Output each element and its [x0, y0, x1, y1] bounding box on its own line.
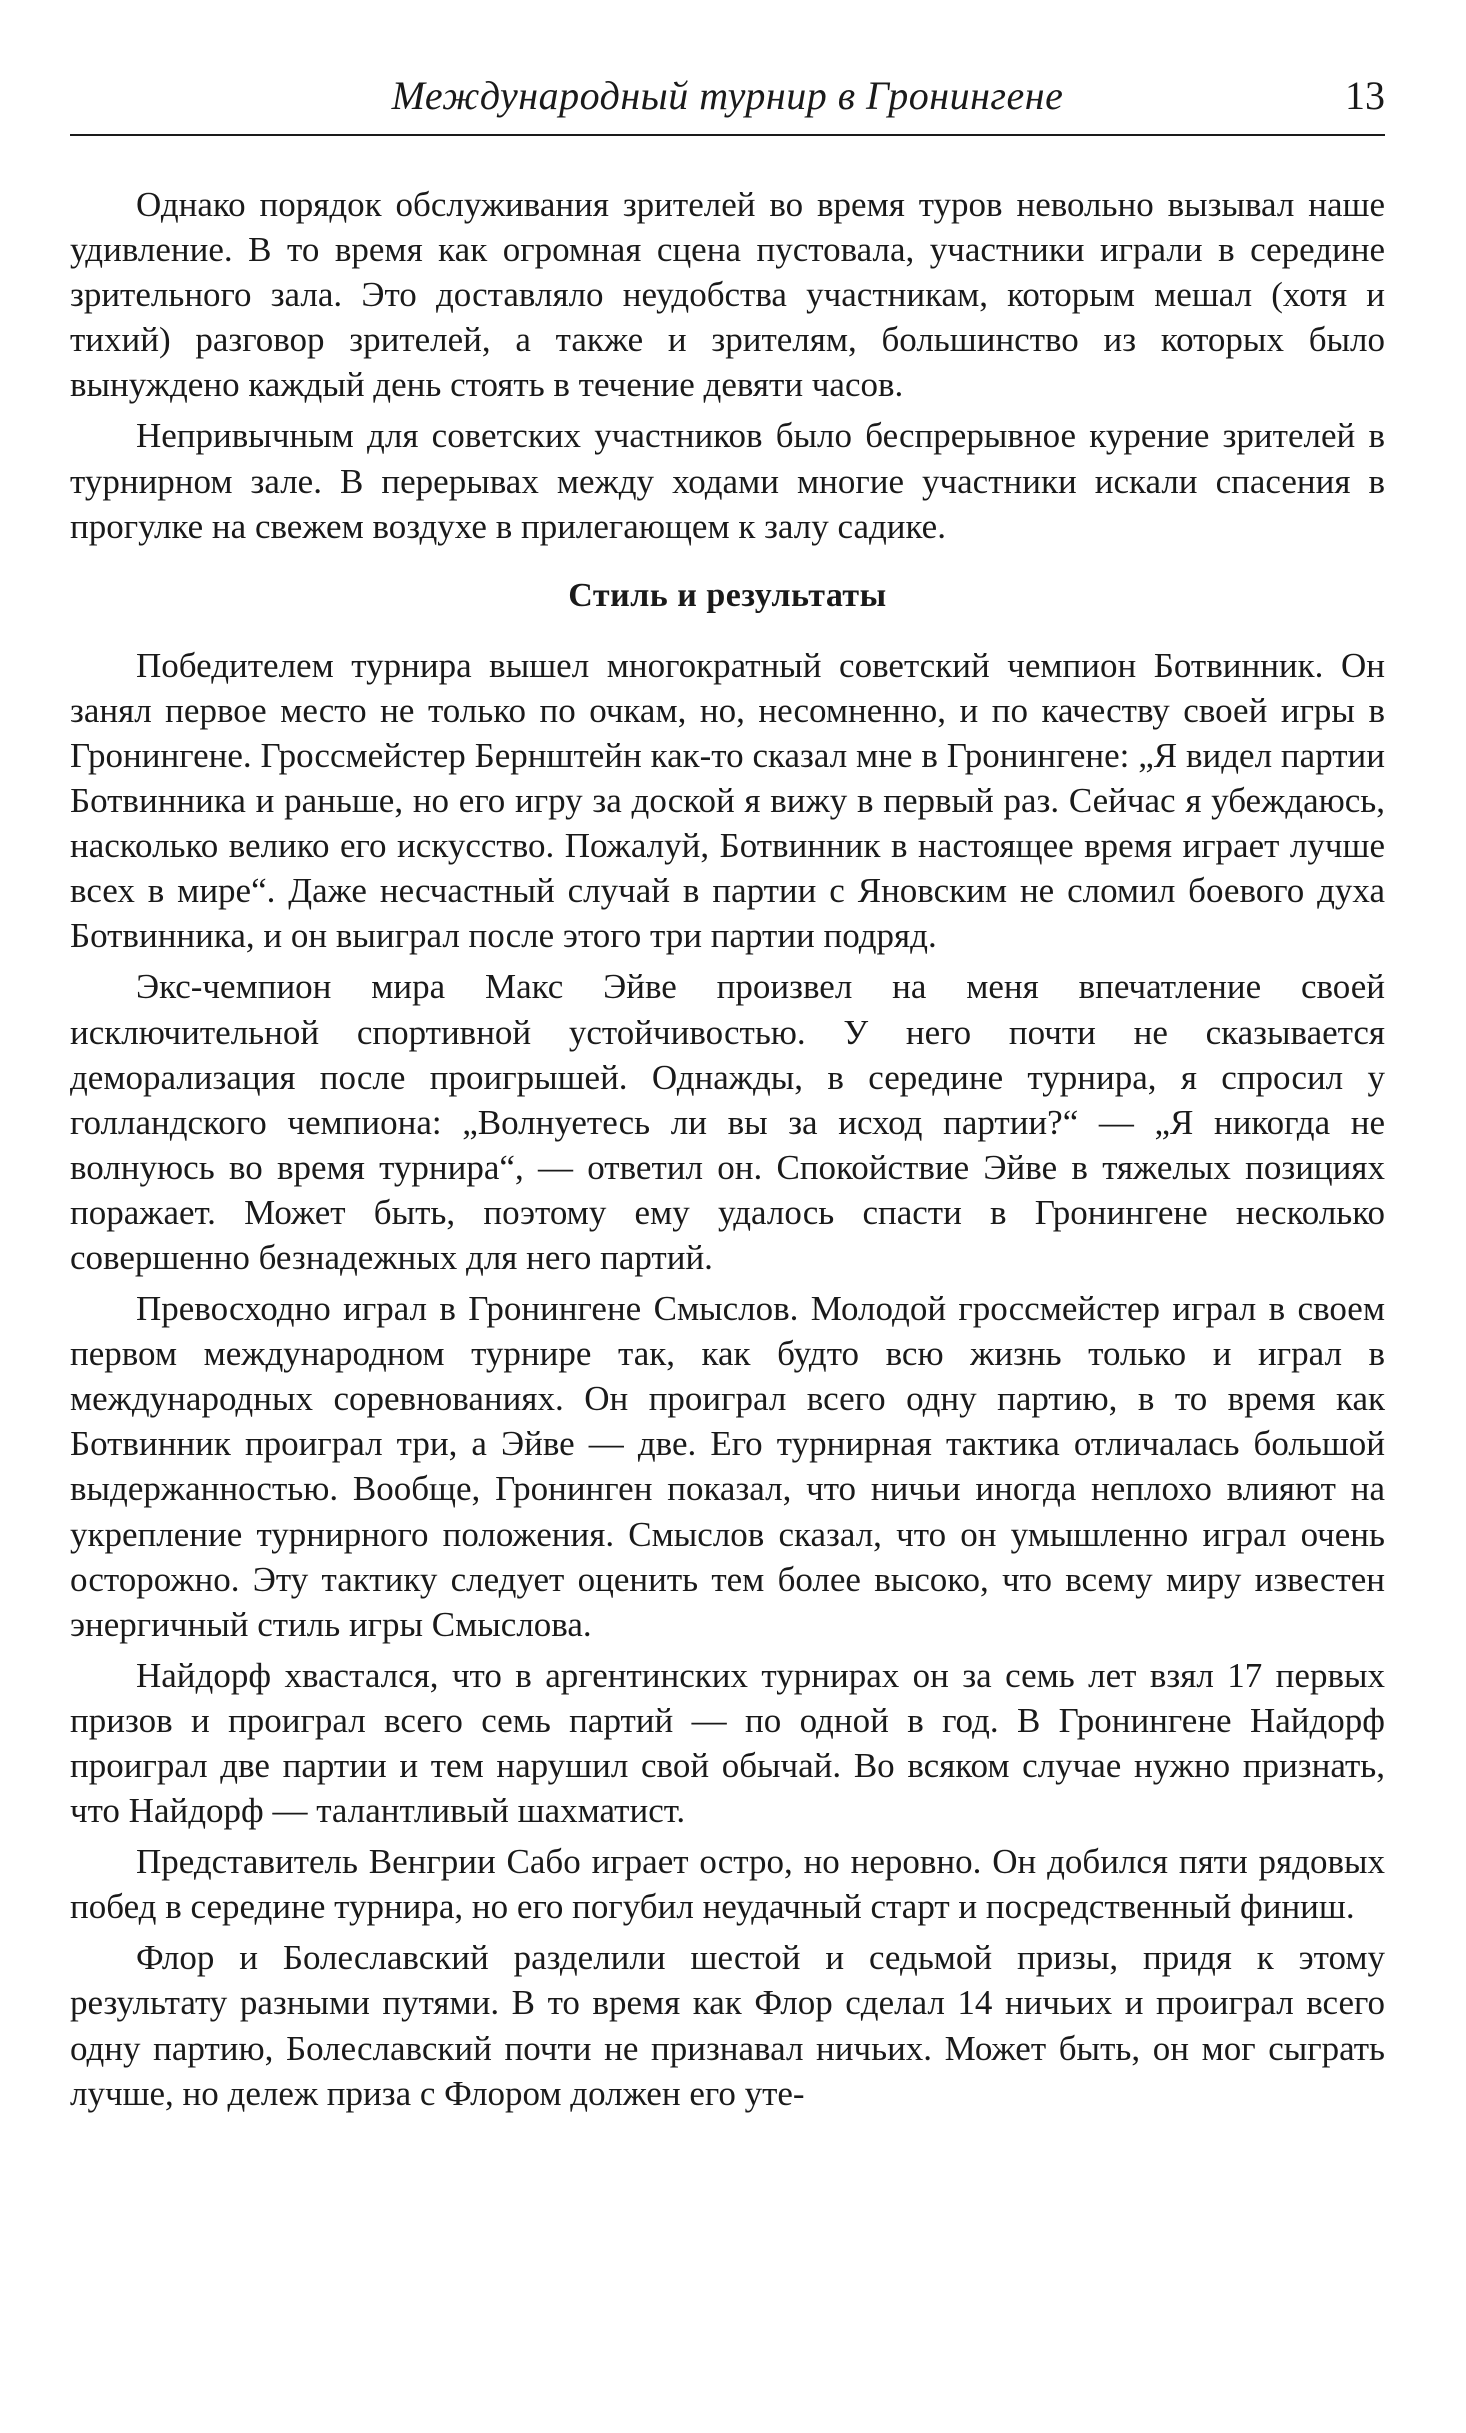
- running-head: [70, 68, 1385, 128]
- paragraph-smyslov: Превосходно играл в Гронингене Смыслов. Молодой гроссмейстер играл в своем первом международном турнире так, как будто всю жизнь только и играл в международных соревнованиях. Он проиграл всего одну партию, в то время как Ботвинник проиграл три, а Эйве — две. Его турнирная тактика отличалась большой выдержанностью. Вообще, Гронинген показал, что ничьи иногда неплохо влияют на укрепление турнирного положения. Смыслов сказал, что он умышленно играл очень осторожно. Эту тактику следует оценить тем более высоко, что всему миру известен энергичный стиль игры Смыслова.: [70, 1289, 1385, 1644]
- paragraph-szabo: Представитель Венгрии Сабо играет остро, но неровно. Он добился пяти рядовых побед в середине турнира, но его погубил неудачный старт и посредственный финиш.: [70, 1842, 1385, 1927]
- paragraph-euwe: Экс-чемпион мира Макс Эйве произвел на меня впечатление своей исключительной спортивной устойчивостью. У него почти не сказывается деморализация после проигрышей. Однажды, в середине турнира, я спросил у голландского чемпиона: „Волнуетесь ли вы за исход партии?“ — „Я никогда не волнуюсь во время турнира“, — ответил он. Спокойствие Эйве в тяжелых позициях поражает. Может быть, поэтому ему удалось спасти в Гронингене несколько совершенно безнадежных для него партий.: [70, 967, 1385, 1277]
- paragraph-najdorf: Найдорф хвастался, что в аргентинских турнирах он за семь лет взял 17 первых призов и проиграл всего семь партий — по одной в год. В Гронингене Найдорф проиграл две партии и тем нарушил свой обычай. Во всяком случае нужно признать, что Найдорф — талантливый шахматист.: [70, 1655, 1385, 1831]
- running-title: Международный турнир в Гронингене: [391, 73, 1064, 118]
- paragraph-smoking: Непривычным для советских участников было беспрерывное курение зрителей в турнирном зале. В перерывах между ходами многие участники искали спасения в прогулке на свежем воздухе в прилегающем к залу садике.: [70, 416, 1385, 546]
- paragraph-audience-service: Однако порядок обслуживания зрителей во время туров невольно вызывал наше удивление. В то время как огромная сцена пустовала, участники играли в середине зрительного зала. Это доставляло неудобства участникам, которым мешал (хотя и тихий) разговор зрителей, а также и зрителям, большинство из которых было вынуждено каждый день стоять в течение девяти часов.: [70, 185, 1385, 405]
- page-number: 13: [1345, 73, 1385, 118]
- header-rule: [70, 134, 1385, 136]
- section-heading: Стиль и результаты: [568, 576, 887, 614]
- body-text: [70, 182, 1385, 2116]
- paragraph-flohr-boleslavsky: Флор и Болеславский разделили шестой и седьмой призы, придя к этому результату разными путями. В то время как Флор сделал 14 ничьих и проиграл всего одну партию, Болеславский почти не признавал ничьих. Может быть, он мог сыграть лучше, но дележ приза с Флором должен его уте-: [70, 1938, 1385, 2113]
- paragraph-botvinnik: Победителем турнира вышел многократный советский чемпион Ботвинник. Он занял первое место не только по очкам, но, несомненно, и по качеству своей игры в Гронингене. Гроссмейстер Бернштейн как-то сказал мне в Гронингене: „Я видел партии Ботвинника и раньше, но его игру за доской я вижу в первый раз. Сейчас я убеждаюсь, насколько велико его искусство. Пожалуй, Ботвинник в настоящее время играет лучше всех в мире“. Даже несчастный случай в партии с Яновским не сломил боевого духа Ботвинника, и он выиграл после этого три партии подряд.: [70, 645, 1385, 956]
